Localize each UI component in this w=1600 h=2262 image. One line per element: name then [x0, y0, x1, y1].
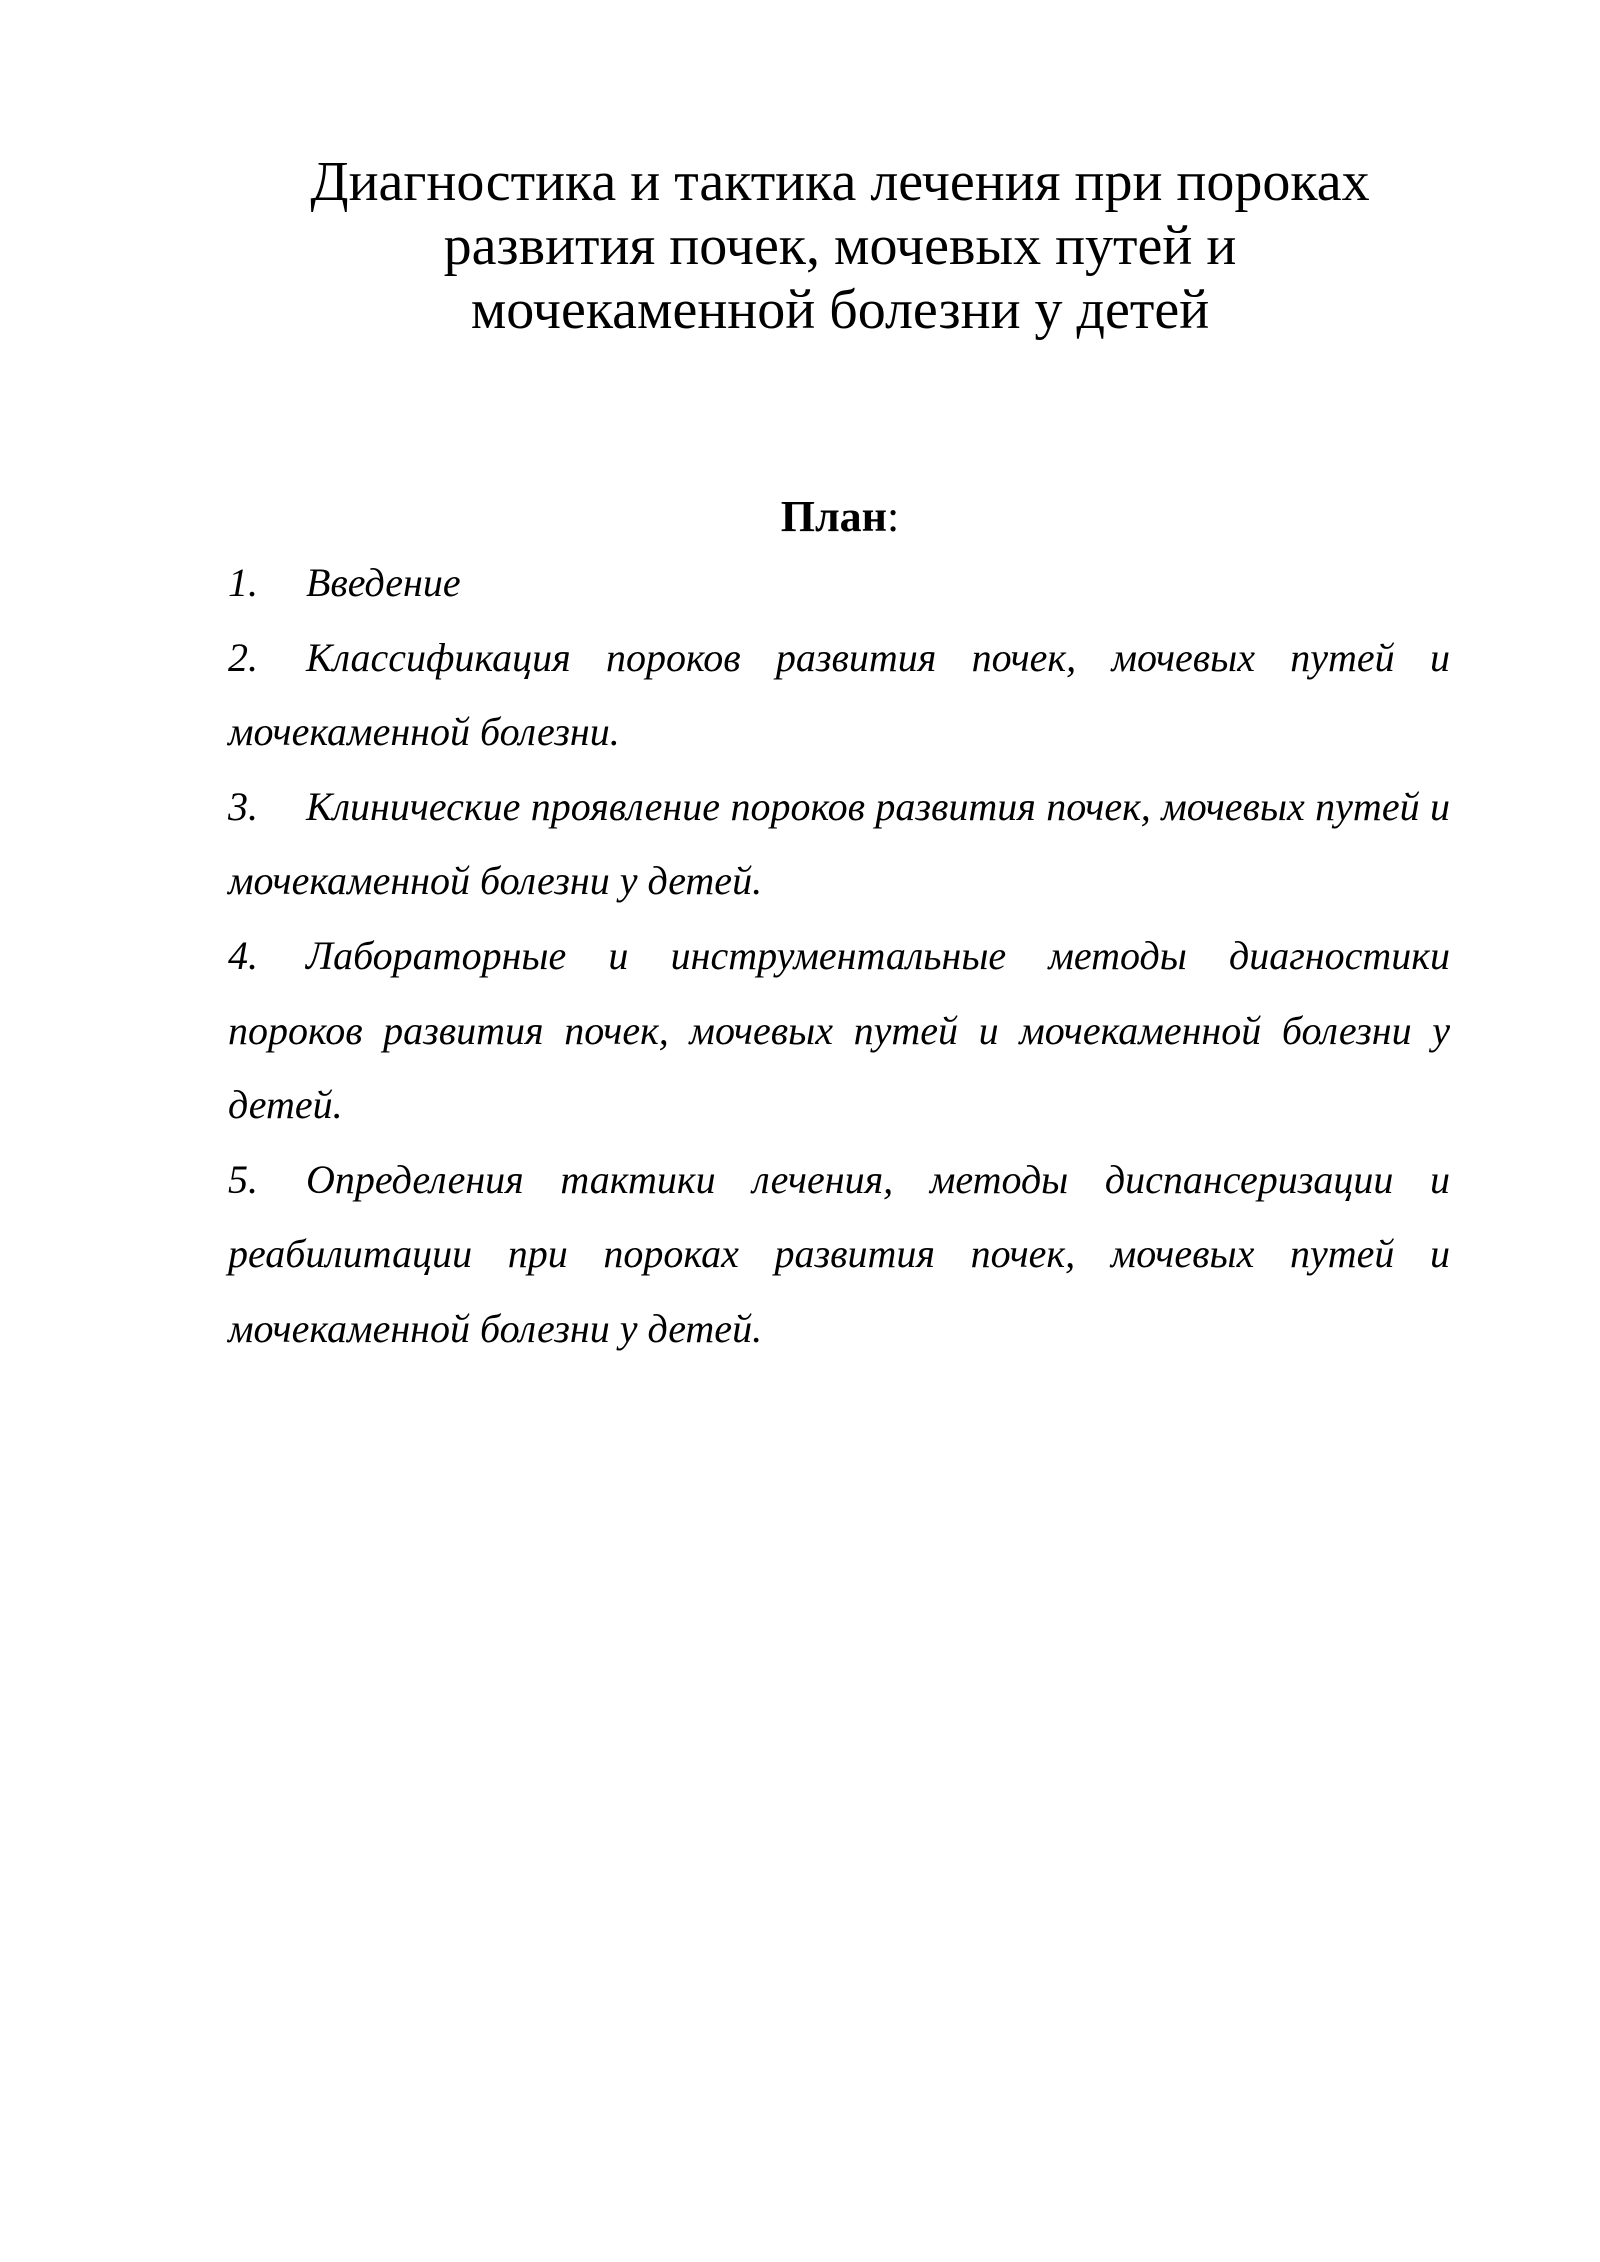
plan-item-number: 2.	[228, 634, 258, 680]
plan-item	[228, 919, 1450, 1143]
document-title	[200, 150, 1480, 342]
plan-item	[228, 770, 1450, 919]
plan-heading-colon: :	[887, 492, 900, 541]
plan-item-text: Лабораторные и инструментальные методы диагностики пороков развития почек, мочевых путей и мочекаменной болезни у детей.	[228, 932, 1450, 1128]
title-line: развития почек, мочевых путей и	[443, 215, 1237, 277]
plan-heading-label: План	[780, 492, 888, 541]
title-line: Диагностика и тактика лечения при пороках	[310, 151, 1370, 213]
plan-item-text: Классификация пороков развития почек, мочевых путей и мочекаменной болезни.	[228, 634, 1450, 755]
plan-item-number: 1.	[228, 560, 258, 605]
plan-item-number: 4.	[228, 932, 258, 978]
plan-item	[228, 546, 1450, 621]
title-line: мочекаменной болезни у детей	[470, 279, 1210, 341]
plan-item-number: 5.	[228, 1156, 258, 1202]
plan-heading	[0, 490, 1600, 544]
plan-item-text: Клинические проявление пороков развития почек, мочевых путей и мочекаменной болезни у детей.	[228, 783, 1450, 904]
plan-item-text: Определения тактики лечения, методы диспансеризации и реабилитации при пороках развития почек, мочевых путей и мочекаменной болезни у детей.	[228, 1156, 1450, 1351]
plan-list	[228, 546, 1450, 1367]
plan-item	[228, 621, 1450, 770]
plan-item-number: 3.	[228, 783, 258, 829]
plan-item-text: Введение	[306, 560, 461, 605]
plan-item	[228, 1143, 1450, 1367]
